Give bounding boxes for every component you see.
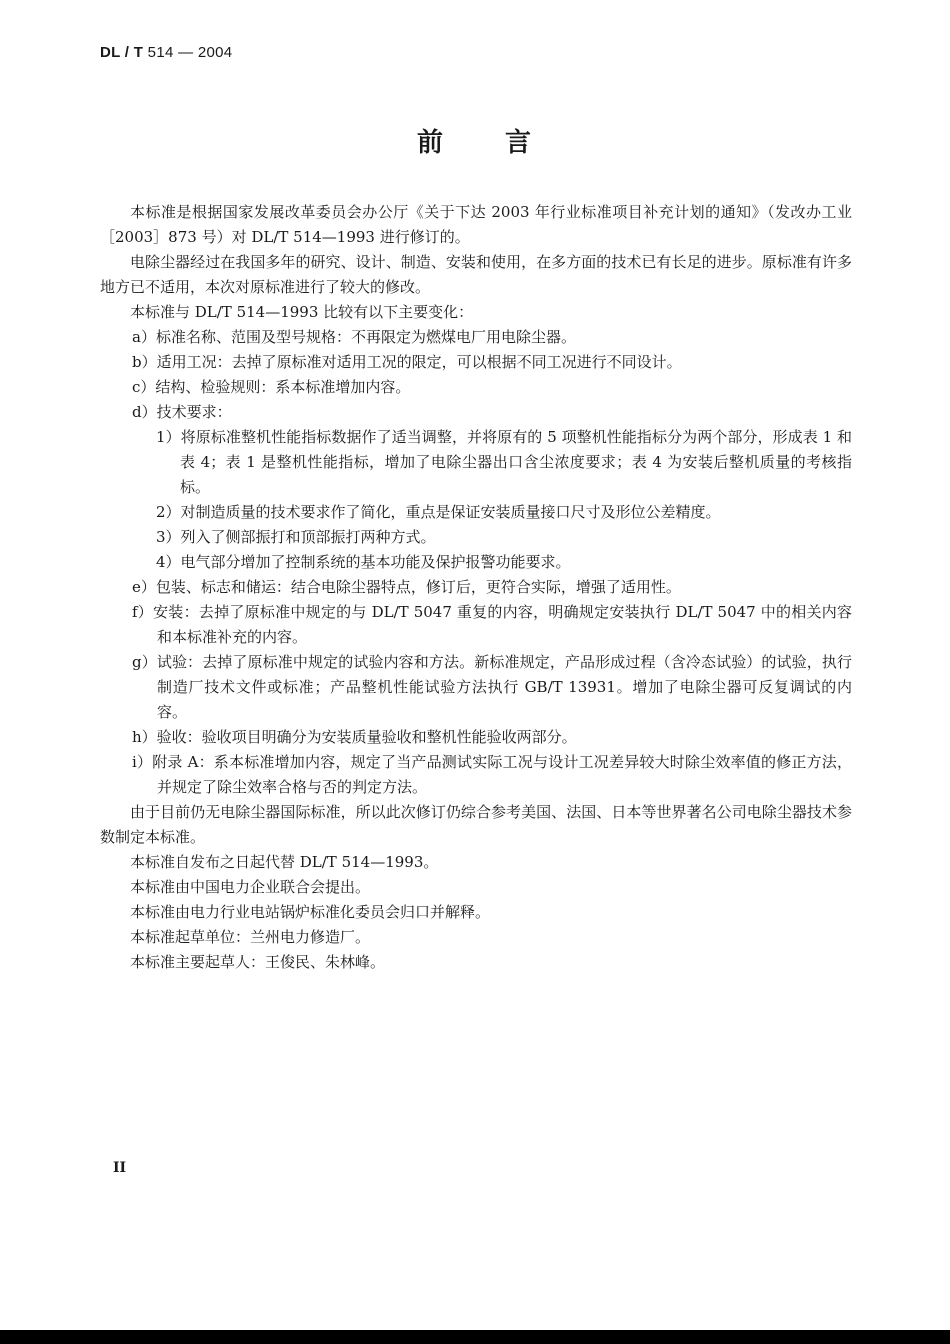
paragraph-drafting-unit: 本标准起草单位：兰州电力修造厂。 [130,928,371,946]
paragraph-changes-intro: 本标准与 DL/T 514—1993 比较有以下主要变化： [130,303,474,321]
document-code-header [100,44,232,61]
sub-item-d4: 4）电气部分增加了控制系统的基本功能及保护报警功能要求。 [156,553,571,571]
list-item-i: i）附录 A：系本标准增加内容，规定了当产品测试实际工况与设计工况差异较大时除尘效率值的修正方法，并规定了除尘效率合格与否的判定方法。 [132,753,852,796]
paragraph-drafters: 本标准主要起草人：王俊民、朱林峰。 [130,953,386,971]
sub-item-d1: 1）将原标准整机性能指标数据作了适当调整，并将原有的 5 项整机性能指标分为两个部分，形成表 1 和表 4；表 1 是整机性能指标，增加了电除尘器出口含尘浓度要求；表 4 为安装后整机质量的考核指标。 [156,428,852,496]
standard-code: DL / T [100,44,144,61]
paragraph-basis: 本标准是根据国家发展改革委员会办公厅《关于下达 2003 年行业标准项目补充计划的通知》（发改办工业［2003］873 号）对 DL/T 514—1993 进行修订的。 [100,203,852,246]
paragraph-reference: 由于目前仍无电除尘器国际标准，所以此次修订仍综合参考美国、法国、日本等世界著名公司电除尘器技术参数制定本标准。 [100,803,852,846]
standard-number: 514 — 2004 [147,44,233,61]
sub-item-d3: 3）列入了侧部振打和顶部振打两种方式。 [156,528,436,546]
list-item-c: c）结构、检验规则：系本标准增加内容。 [132,378,411,396]
sub-item-d2: 2）对制造质量的技术要求作了简化，重点是保证安装质量接口尺寸及形位公差精度。 [156,503,721,521]
page-number: II [113,1160,127,1176]
title-char-2: 言 [505,128,534,158]
list-item-h: h）验收：验收项目明确分为安装质量验收和整机性能验收两部分。 [132,728,577,746]
list-item-e: e）包装、标志和储运：结合电除尘器特点，修订后，更符合实际，增强了适用性。 [132,578,681,596]
page-title [0,122,950,159]
paragraph-proposed-by: 本标准由中国电力企业联合会提出。 [130,878,371,896]
title-char-1: 前 [416,128,445,158]
list-item-f: f）安装：去掉了原标准中规定的与 DL/T 5047 重复的内容，明确规定安装执行 DL/T 5047 中的相关内容和本标准补充的内容。 [132,603,852,646]
foreword-body [100,200,852,975]
bottom-border-bar [0,1330,950,1344]
paragraph-replaces: 本标准自发布之日起代替 DL/T 514—1993。 [130,853,439,871]
list-item-b: b）适用工况：去掉了原标准对适用工况的限定，可以根据不同工况进行不同设计。 [132,353,682,371]
list-item-g: g）试验：去掉了原标准中规定的试验内容和方法。新标准规定，产品形成过程（含冷态试验）的试验，执行制造厂技术文件或标准；产品整机性能试验方法执行 GB/T 13931。增加了电除尘器可反复调试的内容。 [132,653,852,721]
list-item-a: a）标准名称、范围及型号规格：不再限定为燃煤电厂用电除尘器。 [132,328,576,346]
list-item-d: d）技术要求： [132,403,232,421]
paragraph-background: 电除尘器经过在我国多年的研究、设计、制造、安装和使用，在多方面的技术已有长足的进步。原标准有许多地方已不适用，本次对原标准进行了较大的修改。 [100,253,852,296]
paragraph-managed-by: 本标准由电力行业电站锅炉标准化委员会归口并解释。 [130,903,491,921]
